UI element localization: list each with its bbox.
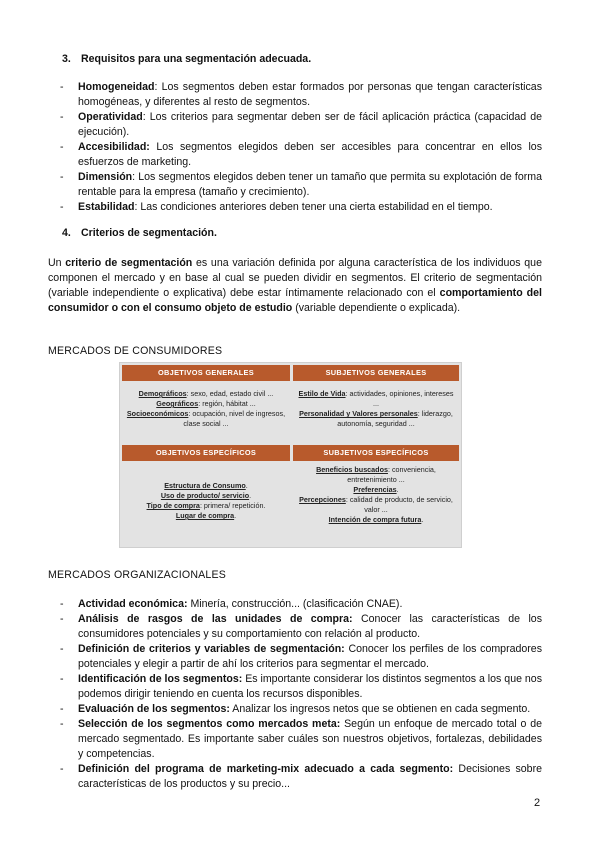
header-objective-general: OBJETIVOS GENERALES (122, 365, 290, 381)
cell-line (124, 511, 288, 521)
item-text: Decisiones sobre características de los productos y su precio... (78, 763, 542, 790)
header-subjective-specific: SUBJETIVOS ESPECÍFICOS (293, 445, 459, 461)
cell-text: : región, hábitat ... (198, 399, 256, 408)
cell-line (295, 465, 457, 485)
list-item (60, 140, 542, 170)
cell-subjective-general (295, 389, 457, 429)
item-text: : Los segmentos elegidos deben tener un tamaño que permita su explotación de forma rentable para la empresa (tamaño y crecimiento). (78, 171, 542, 198)
cell-term: Socioeconómicos (126, 409, 189, 418)
bullet: - (60, 81, 64, 93)
cell-line (295, 515, 457, 525)
cell-text: : conveniencia, entretenimiento ... (347, 465, 436, 484)
list-item (60, 642, 542, 672)
item-term: Accesibilidad: (78, 141, 150, 153)
para-text: Un (48, 257, 66, 269)
bullet: - (60, 763, 64, 775)
section-number: 4. (62, 227, 71, 239)
item-text: : Los segmentos deben estar formados por personas que tengan características homogéneas, y diferentes al resto de segmentos. (78, 81, 542, 108)
item-text: Analizar los ingresos netos que se obtienen en cada segmento. (229, 703, 531, 715)
cell-term: Beneficios buscados (316, 465, 388, 474)
cell-term: Uso de producto/ servicio (160, 491, 250, 500)
section-4-heading (62, 226, 217, 241)
list-item (60, 597, 542, 612)
cell-term: Lugar de compra (175, 511, 235, 520)
item-term: Homogeneidad (78, 81, 155, 93)
bullet: - (60, 201, 64, 213)
cell-term: Intención de compra futura (328, 515, 422, 524)
cell-line (124, 501, 288, 511)
cell-line (124, 399, 288, 409)
cell-term: Estructura de Consumo (164, 481, 246, 490)
cell-line (295, 495, 457, 515)
cell-line (124, 389, 288, 399)
cell-text: . (396, 485, 399, 494)
list-item (60, 170, 542, 200)
item-text: : Las condiciones anteriores deben tener una cierta estabilidad en el tiempo. (134, 201, 493, 213)
para-text: es una variación definida por alguna característica de los individuos que componen el mercado y en base al cual se pueden dividir en segmentos. El criterio de segmentación (variable independiente o explicativa) debe estar íntimamente relacionado con el (48, 257, 542, 299)
cell-term: Demográficos (138, 389, 187, 398)
item-text: Según un enfoque de mercado total o de mercado segmentado. Es importante saber cuáles son nuestros objetivos, fortalezas, debilidades y competencias. (78, 718, 542, 760)
cell-objective-specific (124, 481, 288, 521)
item-term: Evaluación de los segmentos: (78, 703, 230, 715)
header-subjective-general: SUBJETIVOS GENERALES (293, 365, 459, 381)
bullet: - (60, 171, 64, 183)
cell-text: : ocupación, nivel de ingresos, clase social ... (183, 409, 286, 428)
bullet: - (60, 141, 64, 153)
list-item (60, 612, 542, 642)
section-title: Requisitos para una segmentación adecuada. (80, 53, 312, 65)
item-text: Los segmentos elegidos deben ser accesibles para concentrar en ellos los esfuerzos de marketing. (78, 141, 542, 168)
item-term: Estabilidad (78, 201, 135, 213)
consumer-markets-caption: MERCADOS DE CONSUMIDORES (48, 345, 223, 357)
section-number: 3. (62, 53, 71, 65)
item-term: Análisis de rasgos de las unidades de compra: (78, 613, 353, 625)
cell-text: : liderazgo, autonomía, seguridad ... (337, 409, 453, 428)
item-text: Conocer las características de los consumidores potenciales y su comportamiento con relación al producto. (78, 613, 542, 640)
cell-text: : primera/ repetición. (199, 501, 266, 510)
cell-subjective-specific (295, 465, 457, 525)
item-term: Operatividad (78, 111, 143, 123)
list-item (60, 762, 542, 792)
organizational-criteria-list (60, 597, 542, 792)
bullet: - (60, 703, 64, 715)
cell-objective-general (124, 389, 288, 429)
item-text: Minería, construcción... (clasificación CNAE). (187, 598, 403, 610)
requirements-list (60, 80, 542, 215)
cell-line (295, 409, 457, 429)
cell-line (295, 389, 457, 409)
list-item (60, 672, 542, 702)
cell-term: Preferencias (353, 485, 397, 494)
cell-term: Estilo de Vida (298, 389, 346, 398)
list-item (60, 110, 542, 140)
cell-text: . (421, 515, 424, 524)
header-objective-specific: OBJETIVOS ESPECÍFICOS (122, 445, 290, 461)
para-bold: criterio de segmentación (65, 257, 193, 269)
organizational-markets-caption: MERCADOS ORGANIZACIONALES (48, 569, 227, 581)
item-text: Es importante considerar los distintos segmentos a los que nos podemos dirigir teniendo en cuenta los recursos disponibles. (78, 673, 542, 700)
item-term: Actividad económica: (78, 598, 188, 610)
list-item (60, 200, 542, 215)
item-text: Conocer los perfiles de los compradores potenciales y elegir a partir de ahí los criterios para segmentar el mercado. (78, 643, 542, 670)
cell-text: . (234, 511, 237, 520)
bullet: - (60, 598, 64, 610)
cell-line (295, 485, 457, 495)
cell-term: Personalidad y Valores personales (299, 409, 418, 418)
section-3-heading (62, 52, 311, 67)
cell-text: : sexo, edad, estado civil ... (186, 389, 274, 398)
section-title: Criterios de segmentación. (80, 227, 217, 239)
criteria-paragraph (48, 256, 542, 316)
item-text: : Los criterios para segmentar deben ser de fácil aplicación práctica (capacidad de ejecución). (78, 111, 542, 138)
para-text: (variable dependiente o explicada). (292, 302, 461, 314)
list-item (60, 717, 542, 762)
cell-term: Percepciones (299, 495, 346, 504)
cell-line (124, 481, 288, 491)
bullet: - (60, 718, 64, 730)
bullet: - (60, 673, 64, 685)
cell-text: : calidad de producto, de servicio, valor ... (345, 495, 453, 514)
cell-text: . (249, 491, 252, 500)
list-item (60, 80, 542, 110)
item-term: Selección de los segmentos como mercados meta: (78, 718, 341, 730)
item-term: Dimensión (78, 171, 133, 183)
item-term: Definición de criterios y variables de segmentación: (78, 643, 345, 655)
item-term: Definición del programa de marketing-mix adecuado a cada segmento: (78, 763, 454, 775)
cell-term: Geográficos (156, 399, 199, 408)
segmentation-criteria-table (119, 362, 462, 548)
bullet: - (60, 111, 64, 123)
page-number: 2 (534, 797, 541, 809)
cell-line (124, 491, 288, 501)
cell-text: : actividades, opiniones, intereses ... (345, 389, 454, 408)
cell-line (124, 409, 288, 429)
item-term: Identificación de los segmentos: (78, 673, 243, 685)
bullet: - (60, 643, 64, 655)
cell-text: . (245, 481, 248, 490)
list-item (60, 702, 542, 717)
para-bold: comportamiento del consumidor o con el consumo objeto de estudio (48, 287, 542, 314)
bullet: - (60, 613, 64, 625)
cell-term: Tipo de compra (146, 501, 200, 510)
